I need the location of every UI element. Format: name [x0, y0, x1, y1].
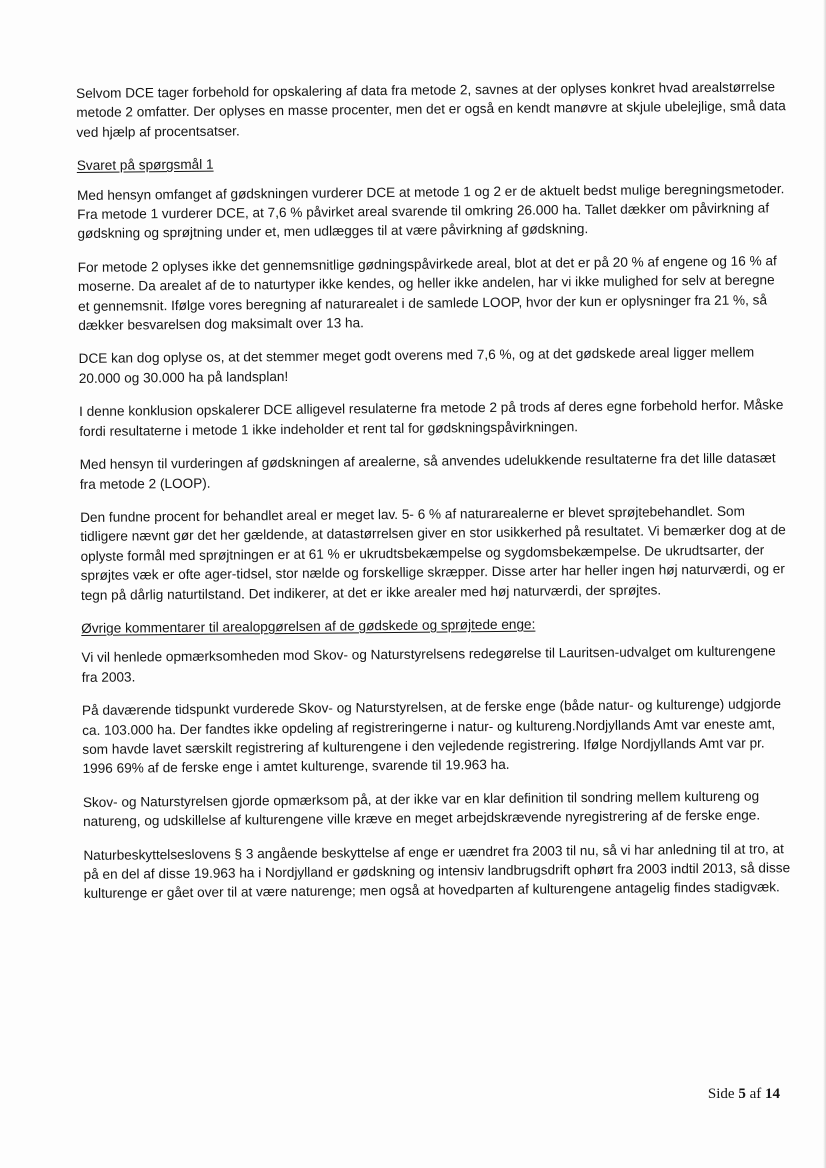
- paragraph-dce-consensus: DCE kan dog oplyse os, at det stemmer meget godt overens med 7,6 %, og at det gødskede areal ligger mellem 20.000 og 30.000 ha på landsplan!: [78, 344, 755, 386]
- paragraph-nature-protection-act: Naturbeskyttelseslovens § 3 angående beskyttelse af enge er uændret fra 2003 til nu, så vi har anledning til at tro, at på en del af disse 19.963 ha i Nordjylland er gødskning og intensiv landbrugsdrift ophørt fra 2003 indtil 2013, så disse kulturenge er gået over til at være naturenge; men også at hovedparten af kulturengene antagelig findes stadigvæk.: [83, 840, 791, 902]
- paragraph-definition: Skov- og Naturstyrelsen gjorde opmærksom på, at der ikke var en klar definition til sondring mellem kultureng og natureng, og udskillelse af kulturengene ville kræve en meget arbejdskrævende nyregistrering af de ferske enge.: [82, 788, 761, 830]
- footer-page-number: 5: [738, 1086, 746, 1102]
- intro-paragraph: Selvom DCE tager forbehold for opskalering af data fra metode 2, savnes at der oplyses konkret hvad arealstørrelse metode 2 omfatter. Der oplyses en masse procenter, men det er også en kendt manøvre at skjule ubelejlige, små data ved hjælp af procentsatser.: [76, 79, 786, 140]
- paragraph-fresh-meadows: På daværende tidspunkt vurderede Skov- og Naturstyrelsen, at de ferske enge (både natur- og kulturenge) udgjorde ca. 103.000 ha. Der fandtes ikke opdeling af registreringerne i natur- og kultureng.Nordjyllands Amt var eneste amt, som havde lavet særskilt registrering af kulturengene i den vejledende registrering. Ifølge Nordjyllands Amt var pr. 1996 69% af de ferske enge i amtet kulturenge, svarende til 19.963 ha.: [81, 696, 782, 777]
- section-heading-other-comments: Øvrige kommentarer til arealopgørelsen af de gødskede og sprøjtede enge:: [81, 616, 536, 636]
- footer-side-label: Side: [707, 1086, 735, 1102]
- paragraph-conclusion: I denne konklusion opskalerer DCE alligevel resulaterne fra metode 2 på trods af deres egne forbehold herfor. Måske fordi resultaterne i metode 1 ikke indeholder et rent tal for gødskningspåvirkningen.: [79, 397, 784, 439]
- footer-of-label: af: [749, 1086, 762, 1102]
- paragraph-spraying: Den fundne procent for behandlet areal er meget lav. 5- 6 % af naturarealerne er blevet sprøjtebehandlet. Som tidligere nævnt gør det her gældende, at datastørrelsen giver en stor usikkerhed på resultatet. Vi bemærker dog at de oplyste formål med sprøjtningen er at 61 % er ukrudtsbekæmpelse og sygdomsbekæmpelse. De ukrudtsarter, der sprøjtes væk er ofte ager-tidsel, stor nælde og forskellige skræpper. Disse arter har heller ingen høj naturværdi, og er tegn på dårlig naturtilstand. Det indikerer, at det er ikke arealer med høj naturværdi, der sprøjtes.: [80, 503, 786, 603]
- document-body: [76, 77, 794, 918]
- paragraph-loop-dataset: Med hensyn til vurderingen af gødskningen af arealerne, så anvendes udelukkende resultaterne fra det lille datasæt fra metode 2 (LOOP).: [79, 450, 776, 492]
- section-heading-answer-question-1: Svaret på spørgsmål 1: [76, 156, 214, 174]
- paragraph-gødskning-method: Med hensyn omfanget af gødskningen vurderer DCE at metode 1 og 2 er de aktuelt bedst mulige beregningsmetoder. Fra metode 1 vurderer DCE, at 7,6 % påvirket areal svarende til omkring 26.000 ha. Tallet dækker om påvirkning af gødskning og sprøjtning under et, men udlægges til at være påvirkning af gødskning.: [76, 180, 785, 242]
- paragraph-method-2: For metode 2 oplyses ikke det gennemsnitlige gødningspåvirkede areal, blot at det er på 20 % af engene og 16 % af moserne. Da arealet af de to naturtyper ikke kendes, og heller ikke andelen, har vi ikke mulighed for selv at beregne et gennemsnit. Ifølge vores beregning af naturarealet i de samlede LOOP, hvor der kun er oplysninger fra 21 %, så dækker besvarelsen dog maksimalt over 13 ha.: [77, 253, 777, 334]
- paragraph-lauritsen: Vi vil henlede opmærksomheden mod Skov- og Naturstyrelsens redegørelse til Lauritsen-udvalget om kulturengene fra 2003.: [81, 643, 776, 685]
- page-footer: [708, 1086, 780, 1103]
- footer-total-pages: 14: [765, 1086, 780, 1102]
